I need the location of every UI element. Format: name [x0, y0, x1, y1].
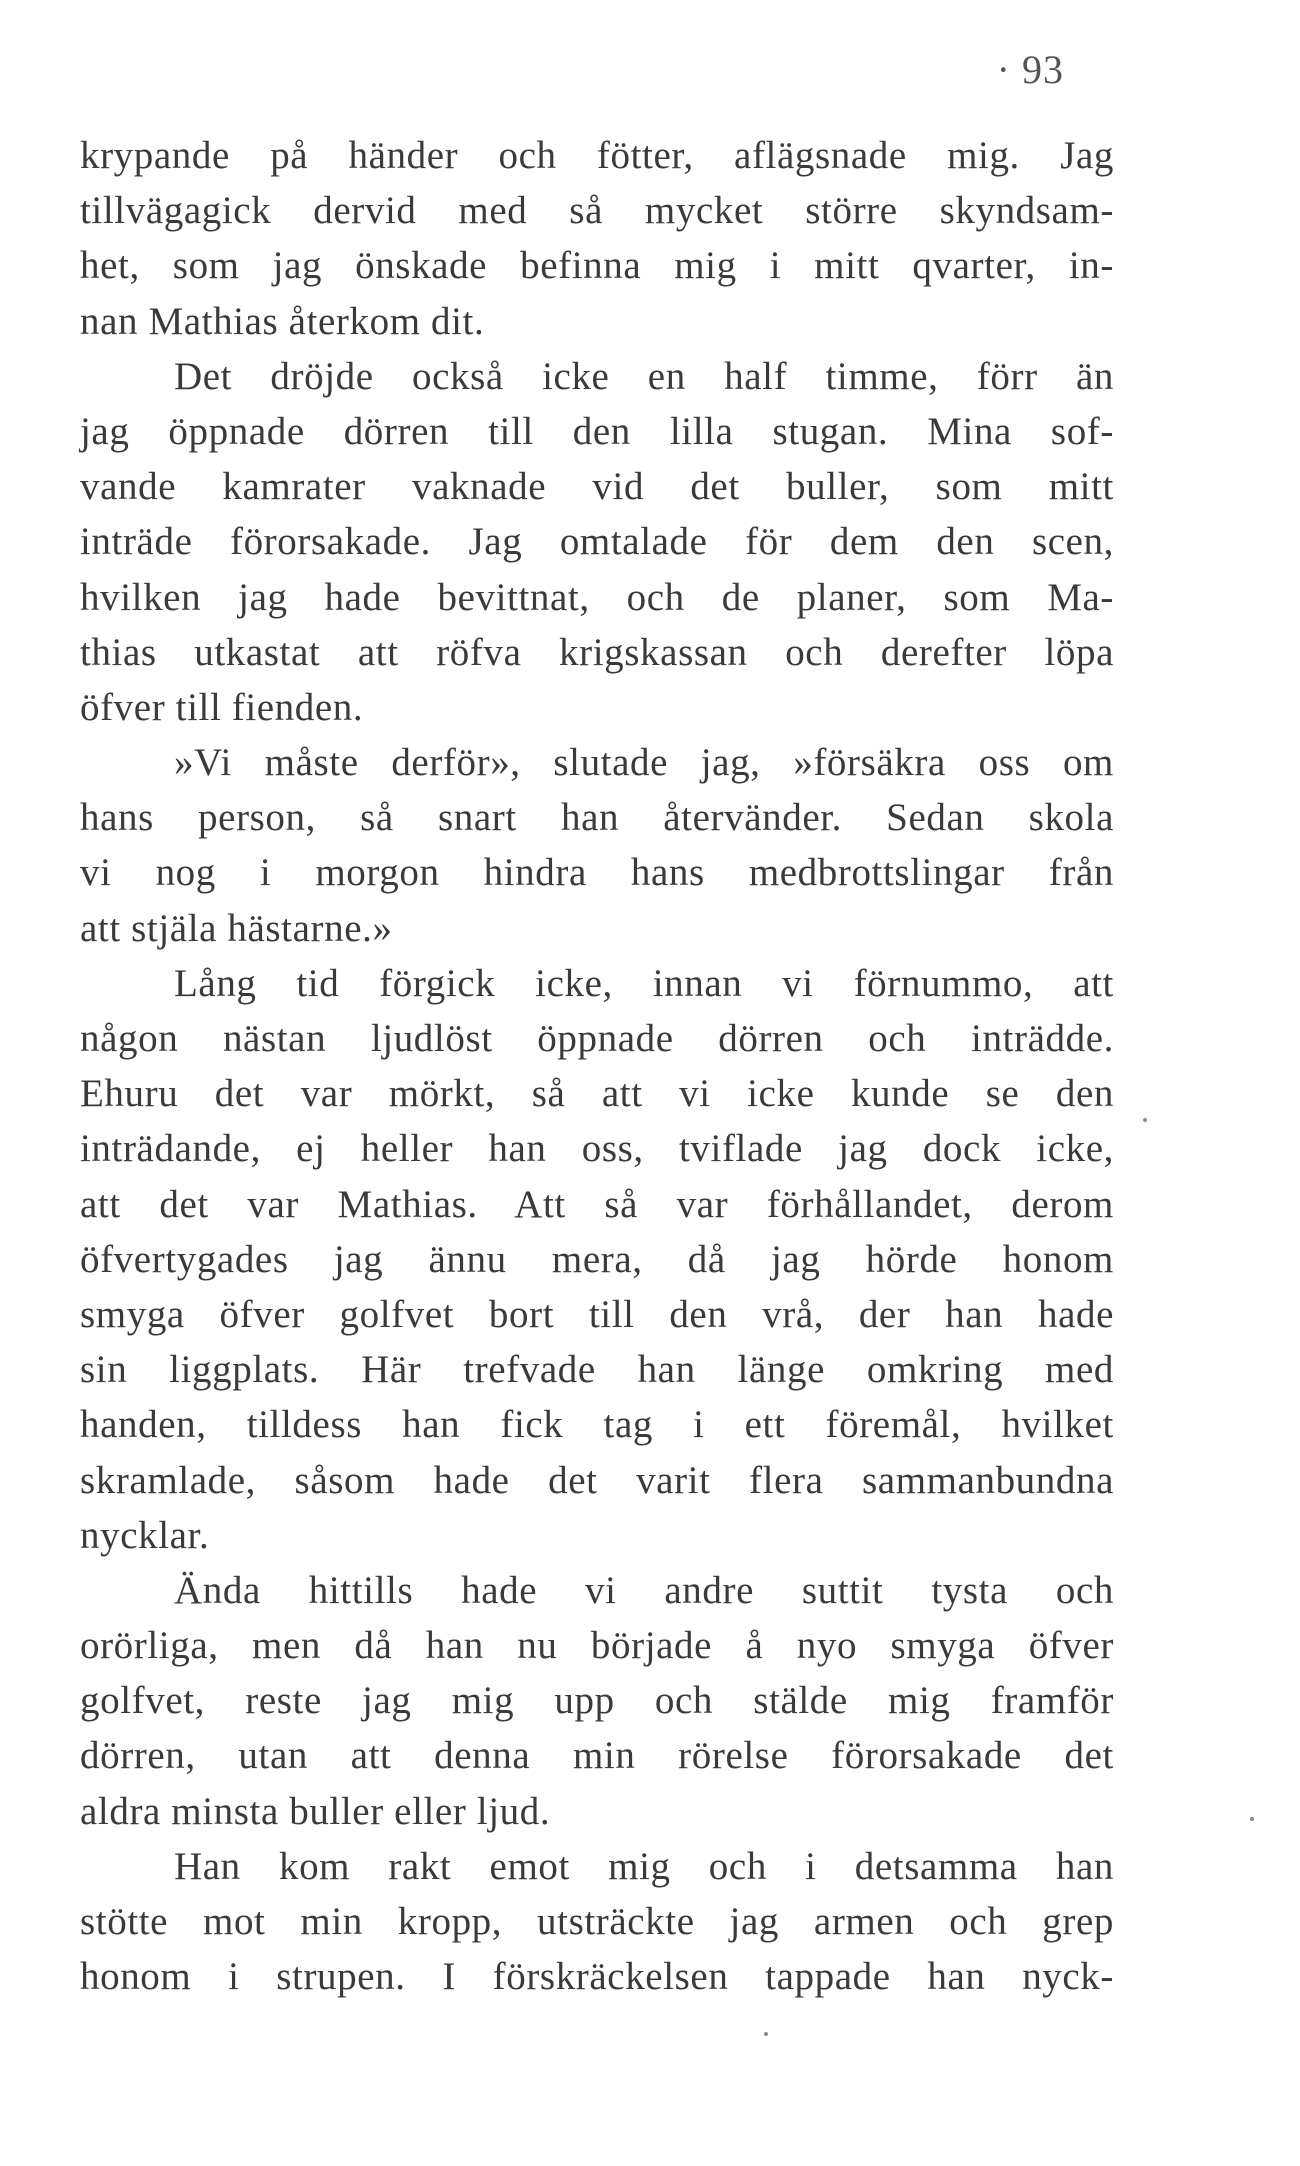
text-line: nan Mathias återkom dit.	[80, 299, 485, 343]
text-line: inträdande, ej heller han oss, tviflade jag dock icke,	[80, 1127, 1114, 1171]
text-line: någon nästan ljudlöst öppnade dörren och inträdde.	[80, 1017, 1114, 1060]
text-line: honom i strupen. I förskräckelsen tappade han nyck-	[80, 1955, 1114, 1999]
text-line: nycklar.	[80, 1513, 210, 1557]
text-line: krypande på händer och fötter, aflägsnade mig. Jag	[80, 134, 1114, 177]
text-line: golfvet, reste jag mig upp och stälde mig framför	[80, 1679, 1114, 1723]
text-line: Det dröjde också icke en half timme, förr än	[174, 354, 1114, 398]
text-line: tillvägagick dervid med så mycket större skyndsam-	[80, 189, 1114, 233]
print-speck	[764, 2032, 768, 2036]
text-line: »Vi måste derför», slutade jag, »försäkra oss om	[174, 741, 1114, 785]
text-line: Ehuru det var mörkt, så att vi icke kunde se den	[80, 1072, 1114, 1116]
text-line: dörren, utan att denna min rörelse förorsakade det	[80, 1734, 1114, 1778]
text-line: thias utkastat att röfva krigskassan och derefter löpa	[80, 630, 1114, 674]
text-line: Lång tid förgick icke, innan vi förnummo, att	[174, 961, 1114, 1005]
text-line: öfvertygades jag ännu mera, då jag hörde honom	[80, 1237, 1114, 1281]
text-line: skramlade, såsom hade det varit flera sammanbundna	[80, 1458, 1114, 1502]
text-line: smyga öfver golfvet bort till den vrå, der han hade	[80, 1292, 1114, 1336]
text-line: vi nog i morgon hindra hans medbrottslingar från	[80, 851, 1114, 895]
text-line: jag öppnade dörren till den lilla stugan. Mina sof-	[80, 409, 1114, 453]
text-line: het, som jag önskade befinna mig i mitt qvarter, in-	[80, 244, 1114, 288]
text-line: Ända hittills hade vi andre suttit tysta och	[174, 1568, 1114, 1612]
text-line: vande kamrater vaknade vid det buller, som mitt	[80, 465, 1114, 509]
text-line: stötte mot min kropp, utsträckte jag armen och grep	[80, 1900, 1114, 1943]
page-number: · 93	[996, 47, 1064, 92]
text-line: sin liggplats. Här trefvade han länge omkring med	[80, 1348, 1114, 1392]
body-text	[80, 128, 1114, 2004]
text-line: orörliga, men då han nu började å nyo smyga öfver	[80, 1624, 1114, 1668]
text-line: hans person, så snart han återvänder. Sedan skola	[80, 796, 1114, 840]
text-line: handen, tilldess han fick tag i ett föremål, hvilket	[80, 1403, 1114, 1447]
print-speck	[1250, 1817, 1254, 1821]
text-line: hvilken jag hade bevittnat, och de planer, som Ma-	[80, 575, 1114, 619]
text-line: inträde förorsakade. Jag omtalade för dem den scen,	[80, 520, 1114, 564]
text-line: Han kom rakt emot mig och i detsamma han	[174, 1844, 1114, 1888]
text-line: öfver till fienden.	[80, 685, 364, 729]
text-line: aldra minsta buller eller ljud.	[80, 1789, 551, 1833]
text-line: att det var Mathias. Att så var förhållandet, derom	[80, 1182, 1114, 1226]
print-speck	[1143, 1118, 1147, 1122]
text-line: att stjäla hästarne.»	[80, 906, 393, 950]
